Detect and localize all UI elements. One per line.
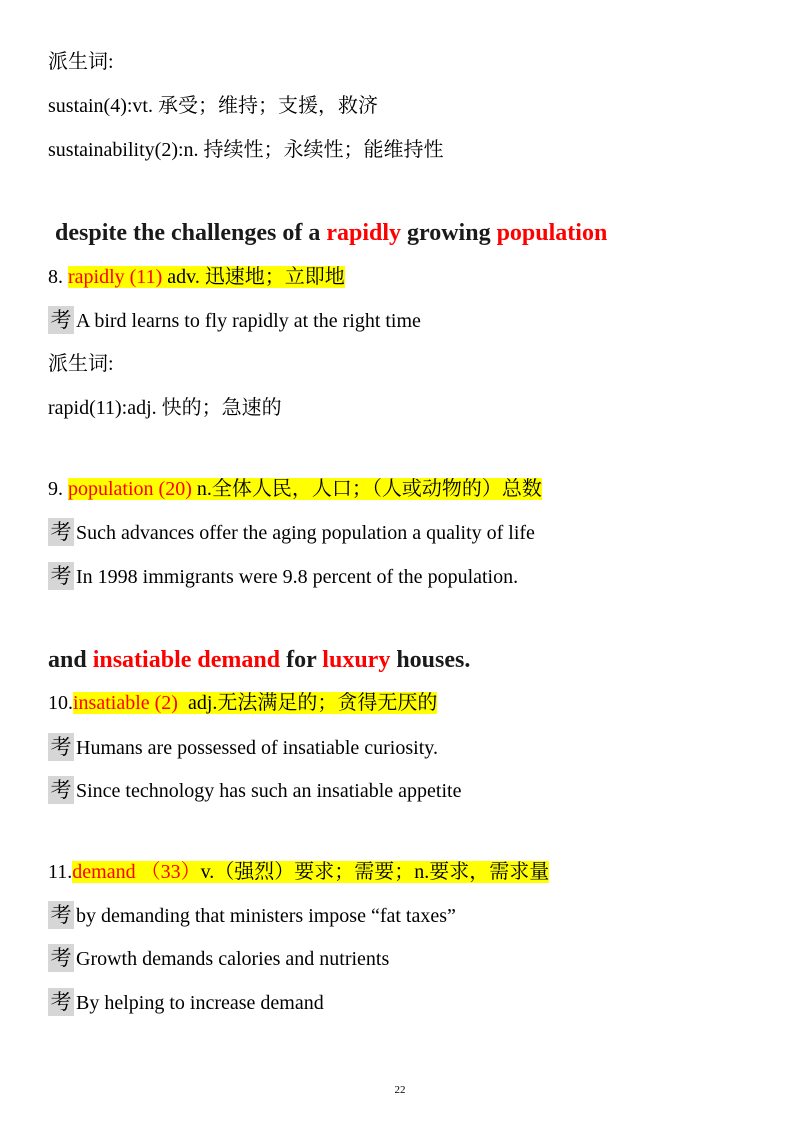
exam-marker: 考 (48, 733, 74, 761)
heading-text: for (280, 647, 323, 673)
derived-word-sustain: sustain(4):vt. 承受；维持；支援，救济 (48, 95, 378, 117)
exam-marker: 考 (48, 944, 74, 972)
exam-example (48, 901, 456, 930)
heading-keyword-insatiable: insatiable (92, 647, 192, 673)
entry-word: rapidly (11) (68, 266, 163, 288)
example-text: Humans are possessed of insatiable curiosity. (76, 737, 438, 759)
heading-keyword-demand: demand (197, 647, 281, 673)
entry-number: 8. (48, 266, 68, 288)
sentence-heading-1 (55, 217, 607, 249)
example-text: Such advances offer the aging population a quality of life (76, 522, 535, 544)
example-text: Growth demands calories and nutrients (76, 948, 390, 970)
entry-definition: n.全体人民，人口；（人或动物的）总数 (191, 478, 542, 500)
entry-word: population (20) (68, 478, 192, 500)
entry-number: 11. (48, 861, 73, 883)
entry-definition: adj.无法满足的；贪得无厌的 (177, 692, 438, 714)
heading-keyword-rapidly: rapidly (326, 220, 401, 246)
exam-marker: 考 (48, 306, 74, 334)
vocab-entry-8 (48, 263, 345, 291)
exam-marker: 考 (48, 562, 74, 590)
entry-word: insatiable (2) (73, 692, 178, 714)
exam-marker: 考 (48, 518, 74, 546)
exam-example (48, 944, 389, 973)
exam-marker: 考 (48, 901, 74, 929)
vocab-entry-10 (48, 689, 437, 717)
exam-example (48, 988, 324, 1017)
entry-definition: v.（强烈）要求；需要；n.要求，需求量 (200, 861, 550, 883)
heading-text: growing (401, 220, 497, 246)
heading-keyword-population: population (496, 220, 608, 246)
derived-word-rapid: rapid(11):adj. 快的；急速的 (48, 397, 282, 419)
vocab-entry-11 (48, 858, 549, 886)
example-text: A bird learns to fly rapidly at the right time (76, 310, 421, 332)
entry-number: 10. (48, 692, 73, 714)
example-text: by demanding that ministers impose “fat taxes” (76, 905, 456, 927)
derived-words-label: 派生词: (48, 353, 114, 375)
vocab-entry-9 (48, 475, 542, 503)
page-number: 22 (394, 1084, 406, 1096)
exam-example (48, 306, 421, 335)
entry-word: demand （33） (72, 861, 201, 883)
derived-word-sustainability: sustainability(2):n. 持续性；永续性；能维持性 (48, 139, 444, 161)
entry-definition: adv. 迅速地；立即地 (162, 266, 345, 288)
entry-number: 9. (48, 478, 68, 500)
heading-text: despite the challenges of a (55, 220, 327, 246)
heading-text: and (48, 647, 93, 673)
heading-text: houses. (390, 647, 471, 673)
derived-words-label: 派生词: (48, 51, 114, 73)
heading-keyword-luxury: luxury (322, 647, 391, 673)
example-text: In 1998 immigrants were 9.8 percent of the population. (76, 566, 519, 588)
example-text: By helping to increase demand (76, 992, 324, 1014)
exam-example (48, 562, 518, 591)
sentence-heading-2 (48, 644, 470, 676)
example-text: Since technology has such an insatiable appetite (76, 780, 462, 802)
exam-marker: 考 (48, 776, 74, 804)
exam-example (48, 518, 535, 547)
exam-example (48, 776, 461, 805)
exam-example (48, 733, 438, 762)
exam-marker: 考 (48, 988, 74, 1016)
